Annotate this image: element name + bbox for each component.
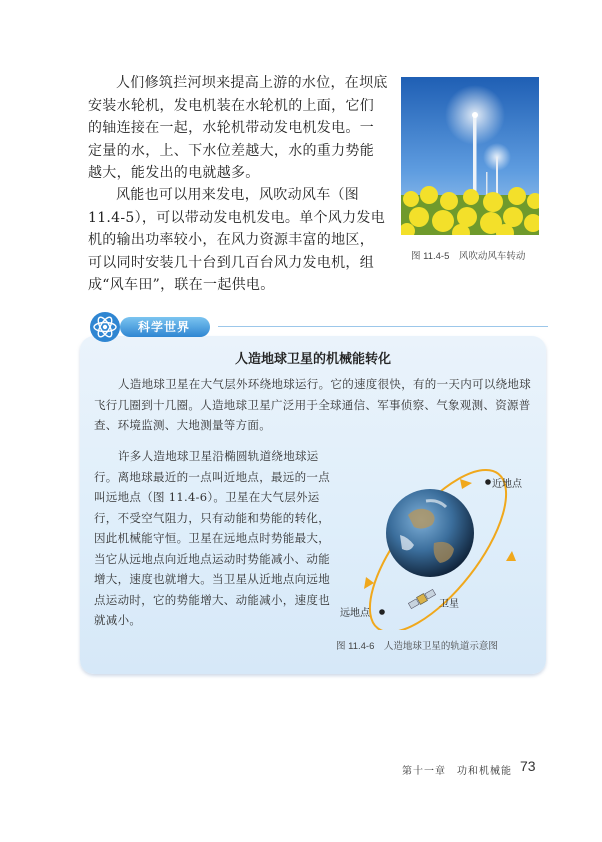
header-rule [218, 326, 548, 327]
science-world-label: 科学世界 [120, 317, 210, 337]
earth-icon [386, 489, 474, 577]
apogee-point [485, 479, 491, 485]
box-title: 人造地球卫星的机械能转化 [234, 352, 391, 367]
wind-turbine-photo [401, 77, 539, 235]
satellite-label: 卫星 [439, 599, 459, 610]
page-number: 73 [520, 758, 536, 774]
perigee-label: 远地点 [340, 608, 370, 619]
perigee-point [379, 609, 385, 615]
box-paragraph-intro: 人造地球卫星在大气层外环绕地球运行。它的速度很快，有的一天内可以绕地球飞行几圈到十几圈。人造地球卫星广泛用于全球通信、军事侦察、气象观测、资源普查、环境监测、大地测量等方面。 [94, 377, 531, 432]
footer-chapter: 第十一章 功和机械能 [402, 766, 512, 777]
satellite-icon [408, 589, 436, 610]
apogee-label: 近地点 [492, 479, 522, 490]
body-paragraph-wind: 风能也可以用来发电，风吹动风车（图 11.4-5），可以带动发电机发电。单个风力发电机的输出功率较小，在风力资源丰富的地区，可以同时安装几十台到几百台风力发电机，组成“风车田”，联在一起供电。 [88, 187, 386, 293]
figure-caption-wind: 图 11.4-5 风吹动风车转动 [411, 251, 526, 262]
atom-icon [88, 310, 122, 344]
box-paragraph-orbit: 许多人造地球卫星沿椭圆轨道绕地球运行。离地球最近的一点叫近地点，最远的一点叫远地点（图 11.4-6）。卫星在大气层外运行，不受空气阻力，只有动能和势能的转化，因此机械能守恒。卫星在远地点时势能最大，当它从远地点向近地点运动时势能减小、动能增大，速度也就增大。当卫星从近地点向远地点运动时，它的势能增大、动能减小，速度也就减小。 [94, 449, 330, 627]
figure-caption-orbit: 图 11.4-6 人造地球卫星的轨道示意图 [336, 641, 498, 652]
body-paragraph-hydro: 人们修筑拦河坝来提高上游的水位，在坝底安装水轮机，发电机装在水轮机的上面，它们的轴连接在一起，水轮机带动发电机发电。一定量的水，上、下水位差越大，水的重力势能越大，能发出的电就越多。 [88, 75, 388, 181]
